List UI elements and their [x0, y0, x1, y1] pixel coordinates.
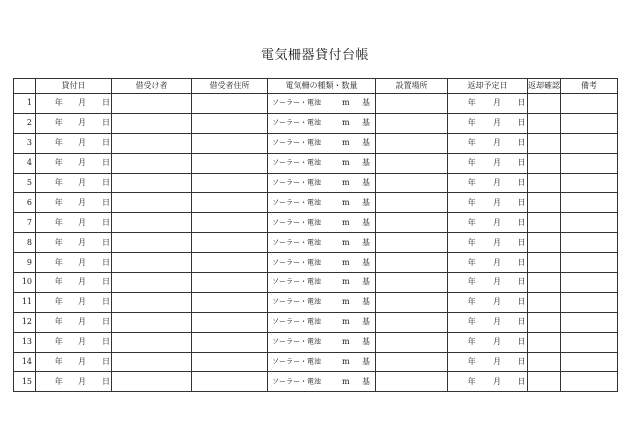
remarks-cell[interactable]: [561, 133, 618, 153]
month-label: 月: [78, 178, 86, 187]
return-confirm-cell[interactable]: [528, 273, 561, 293]
month-label: 月: [78, 197, 86, 207]
year-label: 年: [467, 138, 476, 148]
month-label: 月: [493, 197, 502, 207]
return-due-cell[interactable]: [448, 213, 528, 233]
day-label: 日: [517, 277, 526, 287]
day-label: 日: [517, 357, 526, 367]
unit-ki-label: 基: [362, 277, 370, 287]
install-place-cell[interactable]: [376, 193, 448, 213]
fence-type-label: ソーラー・電池: [272, 317, 321, 326]
remarks-cell[interactable]: [561, 94, 618, 114]
borrower-cell[interactable]: [112, 153, 192, 173]
unit-ki-label: 基: [362, 217, 370, 227]
fence-type-cell[interactable]: [268, 213, 376, 233]
day-label: 日: [517, 257, 526, 267]
header-borrower-address: 借受者住所: [192, 79, 268, 94]
day-label: 日: [102, 98, 110, 108]
return-due-cell[interactable]: [448, 94, 528, 114]
remarks-cell[interactable]: [561, 193, 618, 213]
unit-ki-label: 基: [362, 317, 370, 327]
month-label: 月: [493, 98, 502, 108]
install-place-cell[interactable]: [376, 233, 448, 253]
year-label: 年: [467, 357, 476, 367]
unit-ki-label: 基: [362, 197, 370, 207]
unit-ki-label: 基: [362, 138, 370, 148]
table-row: [14, 372, 618, 392]
borrower-address-cell[interactable]: [192, 292, 268, 312]
month-label: 月: [493, 337, 502, 347]
row-number: 9: [14, 253, 36, 273]
unit-m-label: m: [342, 217, 350, 227]
lend-date-cell[interactable]: [36, 253, 112, 273]
install-place-cell[interactable]: [376, 292, 448, 312]
year-label: 年: [467, 237, 476, 247]
month-label: 月: [493, 376, 502, 386]
table-row: [14, 213, 618, 233]
day-label: 日: [517, 138, 526, 148]
day-label: 日: [517, 237, 526, 247]
remarks-cell[interactable]: [561, 332, 618, 352]
return-confirm-cell[interactable]: [528, 213, 561, 233]
fence-type-label: ソーラー・電池: [272, 158, 321, 167]
day-label: 日: [517, 317, 526, 327]
table-row: [14, 233, 618, 253]
return-due-cell[interactable]: [448, 193, 528, 213]
return-confirm-cell[interactable]: [528, 173, 561, 193]
lend-date-cell[interactable]: [36, 352, 112, 372]
row-number: 1: [14, 94, 36, 114]
month-label: 月: [493, 217, 502, 227]
borrower-address-cell[interactable]: [192, 213, 268, 233]
table-row: [14, 312, 618, 332]
install-place-cell[interactable]: [376, 213, 448, 233]
year-label: 年: [54, 277, 63, 287]
day-label: 日: [102, 337, 110, 347]
fence-type-cell[interactable]: [268, 273, 376, 293]
remarks-cell[interactable]: [561, 352, 618, 372]
fence-type-cell[interactable]: [268, 173, 376, 193]
month-label: 月: [493, 317, 502, 327]
year-label: 年: [467, 178, 476, 187]
month-label: 月: [78, 297, 86, 307]
day-label: 日: [102, 197, 110, 207]
fence-type-cell[interactable]: [268, 153, 376, 173]
install-place-cell[interactable]: [376, 113, 448, 133]
year-label: 年: [467, 98, 476, 108]
install-place-cell[interactable]: [376, 253, 448, 273]
day-label: 日: [517, 197, 526, 207]
year-label: 年: [54, 376, 63, 386]
month-label: 月: [78, 376, 86, 386]
borrower-cell[interactable]: [112, 332, 192, 352]
month-label: 月: [78, 217, 86, 227]
header-number: [14, 79, 36, 94]
table-row: [14, 332, 618, 352]
year-label: 年: [467, 376, 476, 386]
lend-date-cell[interactable]: [36, 372, 112, 392]
fence-type-label: ソーラー・電池: [272, 357, 321, 366]
return-confirm-cell[interactable]: [528, 133, 561, 153]
month-label: 月: [493, 237, 502, 247]
remarks-cell[interactable]: [561, 213, 618, 233]
lend-date-cell[interactable]: [36, 213, 112, 233]
borrower-cell[interactable]: [112, 94, 192, 114]
fence-type-label: ソーラー・電池: [272, 198, 321, 207]
unit-m-label: m: [342, 158, 350, 168]
fence-type-label: ソーラー・電池: [272, 98, 321, 107]
install-place-cell[interactable]: [376, 153, 448, 173]
return-due-cell[interactable]: [448, 233, 528, 253]
install-place-cell[interactable]: [376, 352, 448, 372]
unit-m-label: m: [342, 237, 350, 247]
row-number: 2: [14, 113, 36, 133]
lend-date-cell[interactable]: [36, 133, 112, 153]
borrower-address-cell[interactable]: [192, 94, 268, 114]
fence-type-label: ソーラー・電池: [272, 118, 321, 127]
year-label: 年: [54, 197, 63, 207]
day-label: 日: [517, 118, 526, 128]
fence-type-label: ソーラー・電池: [272, 277, 321, 286]
day-label: 日: [102, 138, 110, 148]
year-label: 年: [54, 317, 63, 327]
day-label: 日: [517, 98, 526, 108]
borrower-address-cell[interactable]: [192, 153, 268, 173]
month-label: 月: [78, 237, 86, 247]
lend-date-cell[interactable]: [36, 113, 112, 133]
install-place-cell[interactable]: [376, 94, 448, 114]
return-due-cell[interactable]: [448, 372, 528, 392]
year-label: 年: [54, 237, 63, 247]
month-label: 月: [493, 138, 502, 148]
header-return-confirm: 返却確認: [528, 79, 561, 94]
remarks-cell[interactable]: [561, 292, 618, 312]
day-label: 日: [102, 297, 110, 307]
table-row: [14, 94, 618, 114]
year-label: 年: [467, 317, 476, 327]
table-row: [14, 253, 618, 273]
year-label: 年: [467, 118, 476, 128]
row-number: 4: [14, 153, 36, 173]
fence-type-cell[interactable]: [268, 292, 376, 312]
remarks-cell[interactable]: [561, 233, 618, 253]
fence-type-label: ソーラー・電池: [272, 297, 321, 306]
fence-type-cell[interactable]: [268, 193, 376, 213]
borrower-cell[interactable]: [112, 213, 192, 233]
year-label: 年: [54, 217, 63, 227]
fence-type-cell[interactable]: [268, 133, 376, 153]
unit-ki-label: 基: [362, 158, 370, 168]
return-due-cell[interactable]: [448, 332, 528, 352]
return-confirm-cell[interactable]: [528, 193, 561, 213]
table-row: [14, 273, 618, 293]
unit-m-label: m: [342, 138, 350, 148]
lend-date-cell[interactable]: [36, 312, 112, 332]
install-place-cell[interactable]: [376, 372, 448, 392]
year-label: 年: [54, 178, 63, 187]
row-number: 15: [14, 372, 36, 392]
day-label: 日: [102, 317, 110, 327]
row-number: 13: [14, 332, 36, 352]
borrower-address-cell[interactable]: [192, 173, 268, 193]
remarks-cell[interactable]: [561, 273, 618, 293]
day-label: 日: [517, 376, 526, 386]
lend-date-cell[interactable]: [36, 273, 112, 293]
month-label: 月: [78, 317, 86, 327]
fence-type-cell[interactable]: [268, 113, 376, 133]
unit-ki-label: 基: [362, 178, 370, 187]
fence-type-label: ソーラー・電池: [272, 218, 321, 227]
return-confirm-cell[interactable]: [528, 253, 561, 273]
lend-date-cell[interactable]: [36, 94, 112, 114]
table-row: [14, 133, 618, 153]
day-label: 日: [102, 357, 110, 367]
remarks-cell[interactable]: [561, 173, 618, 193]
return-due-cell[interactable]: [448, 273, 528, 293]
year-label: 年: [467, 158, 476, 168]
header-fence-type-qty: 電気柵の種類・数量: [268, 79, 376, 94]
fence-type-cell[interactable]: [268, 312, 376, 332]
month-label: 月: [78, 118, 86, 128]
row-number: 3: [14, 133, 36, 153]
borrower-address-cell[interactable]: [192, 273, 268, 293]
month-label: 月: [493, 257, 502, 267]
borrower-cell[interactable]: [112, 292, 192, 312]
table-row: [14, 193, 618, 213]
fence-type-label: ソーラー・電池: [272, 258, 321, 267]
row-number: 6: [14, 193, 36, 213]
header-remarks: 備考: [561, 79, 618, 94]
remarks-cell[interactable]: [561, 153, 618, 173]
return-due-cell[interactable]: [448, 292, 528, 312]
remarks-cell[interactable]: [561, 253, 618, 273]
day-label: 日: [102, 158, 110, 168]
fence-type-cell[interactable]: [268, 233, 376, 253]
return-due-cell[interactable]: [448, 153, 528, 173]
month-label: 月: [78, 357, 86, 367]
install-place-cell[interactable]: [376, 133, 448, 153]
row-number: 10: [14, 273, 36, 293]
day-label: 日: [517, 337, 526, 347]
table-row: [14, 352, 618, 372]
borrower-address-cell[interactable]: [192, 312, 268, 332]
remarks-cell[interactable]: [561, 312, 618, 332]
year-label: 年: [467, 297, 476, 307]
unit-m-label: m: [342, 297, 350, 307]
row-number: 11: [14, 292, 36, 312]
fence-type-label: ソーラー・電池: [272, 377, 321, 386]
row-number: 8: [14, 233, 36, 253]
install-place-cell[interactable]: [376, 332, 448, 352]
year-label: 年: [54, 357, 63, 367]
day-label: 日: [517, 217, 526, 227]
lend-date-cell[interactable]: [36, 173, 112, 193]
fence-type-label: ソーラー・電池: [272, 337, 321, 346]
return-due-cell[interactable]: [448, 352, 528, 372]
table-row: [14, 173, 618, 193]
return-due-cell[interactable]: [448, 253, 528, 273]
month-label: 月: [493, 357, 502, 367]
borrower-address-cell[interactable]: [192, 352, 268, 372]
day-label: 日: [102, 257, 110, 267]
unit-m-label: m: [342, 257, 350, 267]
borrower-address-cell[interactable]: [192, 233, 268, 253]
year-label: 年: [467, 277, 476, 287]
unit-ki-label: 基: [362, 337, 370, 347]
borrower-address-cell[interactable]: [192, 133, 268, 153]
return-confirm-cell[interactable]: [528, 233, 561, 253]
fence-type-cell[interactable]: [268, 332, 376, 352]
return-confirm-cell[interactable]: [528, 312, 561, 332]
return-confirm-cell[interactable]: [528, 292, 561, 312]
month-label: 月: [493, 158, 502, 168]
fence-type-cell[interactable]: [268, 94, 376, 114]
borrower-cell[interactable]: [112, 193, 192, 213]
day-label: 日: [102, 217, 110, 227]
lend-date-cell[interactable]: [36, 193, 112, 213]
unit-ki-label: 基: [362, 376, 370, 386]
borrower-cell[interactable]: [112, 113, 192, 133]
return-confirm-cell[interactable]: [528, 94, 561, 114]
unit-m-label: m: [342, 118, 350, 128]
return-confirm-cell[interactable]: [528, 332, 561, 352]
year-label: 年: [467, 197, 476, 207]
year-label: 年: [54, 138, 63, 148]
fence-type-cell[interactable]: [268, 352, 376, 372]
unit-m-label: m: [342, 98, 350, 108]
header-lend-date: 貸付日: [36, 79, 112, 94]
header-row: [14, 79, 618, 94]
borrower-cell[interactable]: [112, 253, 192, 273]
borrower-address-cell[interactable]: [192, 193, 268, 213]
month-label: 月: [493, 118, 502, 128]
unit-ki-label: 基: [362, 118, 370, 128]
year-label: 年: [54, 297, 63, 307]
lend-date-cell[interactable]: [36, 292, 112, 312]
fence-type-label: ソーラー・電池: [272, 138, 321, 147]
unit-m-label: m: [342, 376, 350, 386]
unit-m-label: m: [342, 357, 350, 367]
day-label: 日: [102, 237, 110, 247]
day-label: 日: [102, 118, 110, 128]
borrower-address-cell[interactable]: [192, 332, 268, 352]
month-label: 月: [78, 257, 86, 267]
fence-type-cell[interactable]: [268, 372, 376, 392]
unit-ki-label: 基: [362, 257, 370, 267]
borrower-address-cell[interactable]: [192, 253, 268, 273]
year-label: 年: [54, 98, 63, 108]
return-due-cell[interactable]: [448, 133, 528, 153]
day-label: 日: [102, 277, 110, 287]
unit-m-label: m: [342, 178, 350, 187]
year-label: 年: [467, 257, 476, 267]
return-confirm-cell[interactable]: [528, 153, 561, 173]
unit-m-label: m: [342, 197, 350, 207]
ledger-body: [14, 94, 618, 392]
month-label: 月: [78, 138, 86, 148]
lend-date-cell[interactable]: [36, 153, 112, 173]
row-number: 5: [14, 173, 36, 193]
lend-date-cell[interactable]: [36, 332, 112, 352]
year-label: 年: [54, 118, 63, 128]
unit-ki-label: 基: [362, 357, 370, 367]
year-label: 年: [54, 257, 63, 267]
fence-type-label: ソーラー・電池: [272, 238, 321, 247]
borrower-cell[interactable]: [112, 173, 192, 193]
table-row: [14, 292, 618, 312]
borrower-cell[interactable]: [112, 233, 192, 253]
install-place-cell[interactable]: [376, 312, 448, 332]
install-place-cell[interactable]: [376, 273, 448, 293]
month-label: 月: [493, 277, 502, 287]
header-install-place: 設置場所: [376, 79, 448, 94]
return-due-cell[interactable]: [448, 113, 528, 133]
day-label: 日: [102, 376, 110, 386]
borrower-cell[interactable]: [112, 372, 192, 392]
borrower-cell[interactable]: [112, 312, 192, 332]
year-label: 年: [467, 217, 476, 227]
header-borrower: 借受け者: [112, 79, 192, 94]
fence-type-cell[interactable]: [268, 253, 376, 273]
day-label: 日: [102, 178, 110, 187]
unit-m-label: m: [342, 277, 350, 287]
year-label: 年: [467, 337, 476, 347]
fence-type-label: ソーラー・電池: [272, 178, 321, 187]
return-confirm-cell[interactable]: [528, 372, 561, 392]
unit-m-label: m: [342, 337, 350, 347]
row-number: 12: [14, 312, 36, 332]
year-label: 年: [54, 337, 63, 347]
borrower-address-cell[interactable]: [192, 113, 268, 133]
day-label: 日: [517, 178, 526, 187]
unit-ki-label: 基: [362, 297, 370, 307]
month-label: 月: [78, 158, 86, 168]
month-label: 月: [78, 277, 86, 287]
borrower-cell[interactable]: [112, 273, 192, 293]
unit-ki-label: 基: [362, 98, 370, 108]
day-label: 日: [517, 158, 526, 168]
unit-m-label: m: [342, 317, 350, 327]
month-label: 月: [493, 297, 502, 307]
row-number: 7: [14, 213, 36, 233]
lend-date-cell[interactable]: [36, 233, 112, 253]
page-title: 電気柵器貸付台帳: [260, 48, 369, 63]
install-place-cell[interactable]: [376, 173, 448, 193]
return-confirm-cell[interactable]: [528, 352, 561, 372]
month-label: 月: [78, 337, 86, 347]
remarks-cell[interactable]: [561, 113, 618, 133]
table-row: [14, 113, 618, 133]
table-row: [14, 153, 618, 173]
return-due-cell[interactable]: [448, 173, 528, 193]
row-number: 14: [14, 352, 36, 372]
remarks-cell[interactable]: [561, 372, 618, 392]
return-due-cell[interactable]: [448, 312, 528, 332]
header-return-due: 返却予定日: [448, 79, 528, 94]
borrower-cell[interactable]: [112, 352, 192, 372]
lending-ledger-table: [13, 78, 618, 392]
month-label: 月: [493, 178, 502, 187]
month-label: 月: [78, 98, 86, 108]
year-label: 年: [54, 158, 63, 168]
return-confirm-cell[interactable]: [528, 113, 561, 133]
borrower-address-cell[interactable]: [192, 372, 268, 392]
borrower-cell[interactable]: [112, 133, 192, 153]
unit-ki-label: 基: [362, 237, 370, 247]
day-label: 日: [517, 297, 526, 307]
